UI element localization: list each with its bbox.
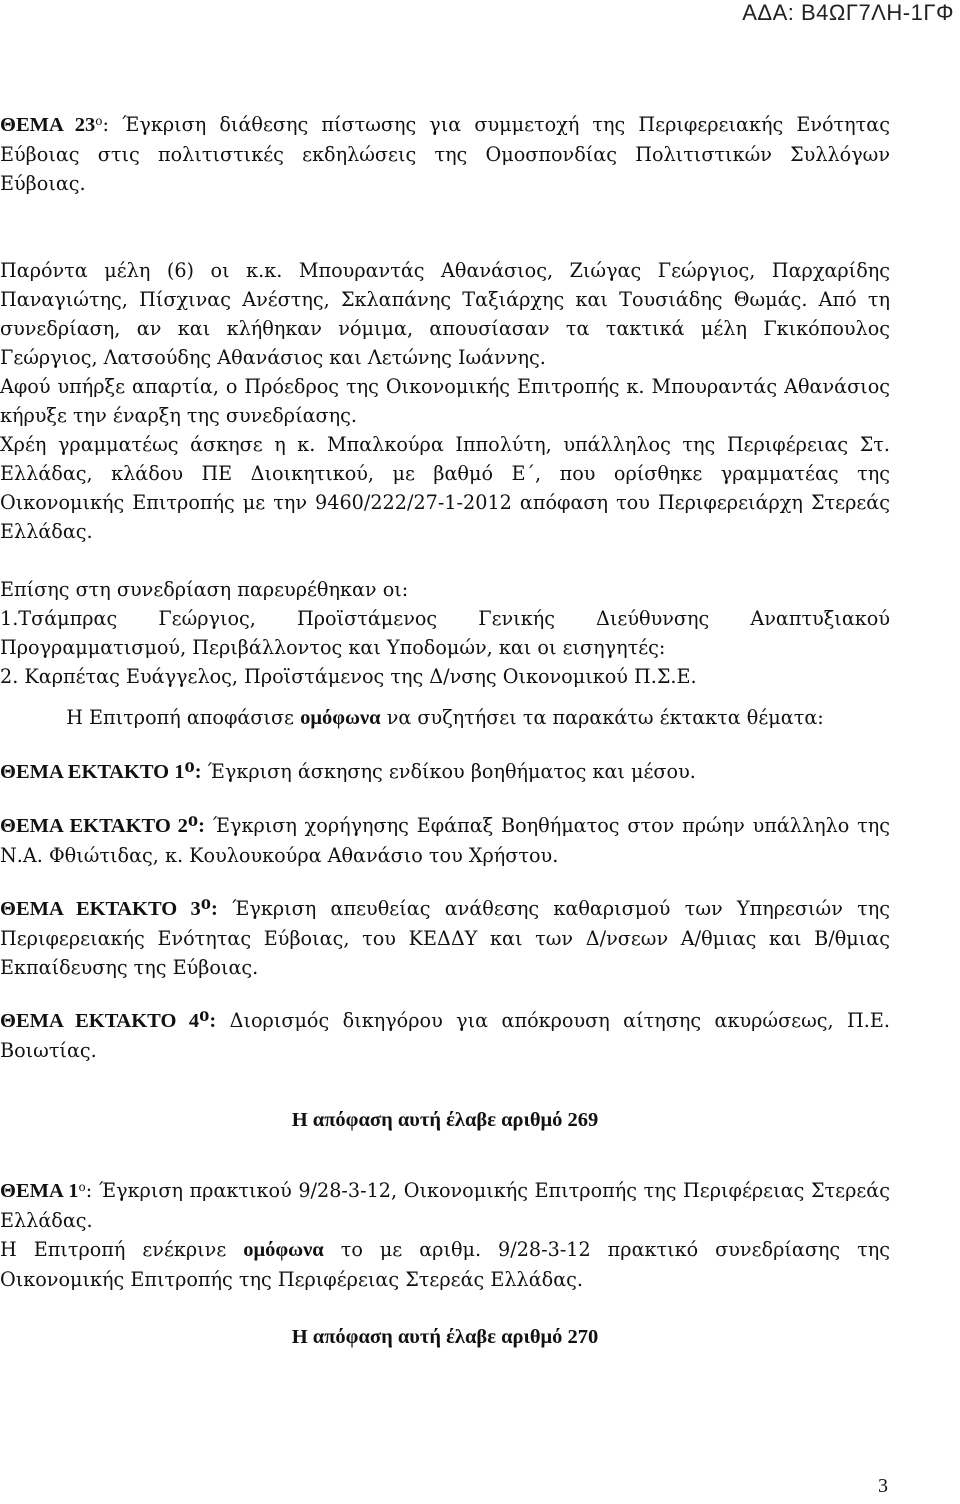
- decision-270: Η απόφαση αυτή έλαβε αριθμό 270: [291, 1326, 599, 1348]
- secretary-text: Χρέη γραμματέως άσκησε η κ. Μπαλκούρα Ιππολύτη, υπάλληλος της Περιφέρειας Στ. Ελλάδας, κλάδου ΠΕ Διοικητικού, με βαθμό Ε΄, που ορίσθηκε γραμματέας της Οικονομικής Επιτροπής με την 9460/222/27-1-2012 απόφαση του Περιφερειάρχη Στερεάς Ελλάδας.: [0, 433, 890, 543]
- extra-theme-2: ΘΕΜΑ ΕΚΤΑΚΤΟ $2^o$: Έγκριση χορήγησης Εφάπαξ Βοηθήματος στον πρώην υπάλληλο της Ν.Α. Φθιώτιδας, κ. Κουλουκούρα Αθανάσιο του Χρήστου.: [0, 809, 890, 867]
- decision-intro: Η Επιτροπή αποφάσισε ομόφωνα να συζητήσει τα παρακάτω έκτακτα θέματα:: [66, 706, 824, 729]
- also-present-2: 2. Καρπέτας Ευάγγελος, Προϊστάμενος της Δ/νσης Οικονομικού Π.Σ.Ε.: [0, 665, 697, 688]
- theme-1-approval: Η Επιτροπή ενέκρινε ομόφωνα το με αριθμ. 9/28-3-12 πρακτικό συνεδρίασης της Οικονομικής Επιτροπής της Περιφέρειας Στερεάς Ελλάδας.: [0, 1238, 890, 1291]
- extra-theme-1: ΘΕΜΑ ΕΚΤΑΚΤΟ $1^o$: Έγκριση άσκησης ενδίκου βοηθήματος και μέσου.: [0, 755, 696, 783]
- theme-23: [0, 110, 890, 198]
- theme-23-label: ΘΕΜΑ 23: [0, 114, 96, 136]
- extra-theme-4: ΘΕΜΑ ΕΚΤΑΚΤΟ $4^o$: Διορισμός δικηγόρου για απόκρουση αίτησης ακυρώσεως, Π.Ε. Βοιωτίας.: [0, 1004, 890, 1062]
- also-present: Επίσης στη συνεδρίαση παρευρέθηκαν οι:: [0, 578, 409, 601]
- also-present-1: 1.Τσάμπρας Γεώργιος, Προϊστάμενος Γενικής Διεύθυνσης Αναπτυξιακού Προγραμματισμού, Περιβάλλοντος και Υποδομών, και οι εισηγητές:: [0, 607, 890, 659]
- theme-23-text: : Έγκριση διάθεσης πίστωσης για συμμετοχή της Περιφερειακής Ενότητας Εύβοιας στις πολιτιστικές εκδηλώσεις της Ομοσπονδίας Πολιτιστικών Συλλόγων Εύβοιας.: [0, 113, 890, 195]
- theme-1: ΘΕΜΑ $1^o$: Έγκριση πρακτικού 9/28-3-12, Οικονομικής Επιτροπής της Περιφέρειας Στερεάς Ελλάδας.: [0, 1179, 890, 1232]
- unanimous-bold: ομόφωνα: [300, 707, 381, 729]
- present-members: Παρόντα μέλη (6) οι κ.κ. Μπουραντάς Αθανάσιος, Ζιώγας Γεώργιος, Παρχαρίδης Παναγιώτης, Πίσχινας Ανέστης, Σκλαπάνης Ταξιάρχης και Τουσιάδης Θωμάς. Από τη συνεδρίαση, αν και κλήθηκαν νόμιμα, απουσίασαν τα τακτικά μέλη Γκικόπουλος Γεώργιος, Λατσούδης Αθανάσιος και Λετώνης Ιωάννης.: [0, 259, 890, 369]
- document-body: [0, 110, 890, 1352]
- decision-269: Η απόφαση αυτή έλαβε αριθμό 269: [291, 1109, 599, 1131]
- page-number: 3: [878, 1475, 888, 1497]
- quorum-text: Αφού υπήρξε απαρτία, ο Πρόεδρος της Οικονομικής Επιτροπής κ. Μπουραντάς Αθανάσιος κήρυξε την έναρξη της συνεδρίασης.: [0, 375, 890, 427]
- theme-23-sup: ο: [95, 114, 103, 128]
- extra-theme-3: ΘΕΜΑ ΕΚΤΑΚΤΟ $3^o$: Έγκριση απευθείας ανάθεσης καθαρισμού των Υπηρεσιών της Περιφερειακής Ενότητας Εύβοιας, του ΚΕΔΔΥ και των Δ/νσεων Α/θμιας και Β/θμιας Εκπαίδευσης της Εύβοιας.: [0, 892, 890, 979]
- ada-code: ΑΔΑ: Β4ΩΓ7ΛΗ-1ΓΦ: [742, 0, 954, 25]
